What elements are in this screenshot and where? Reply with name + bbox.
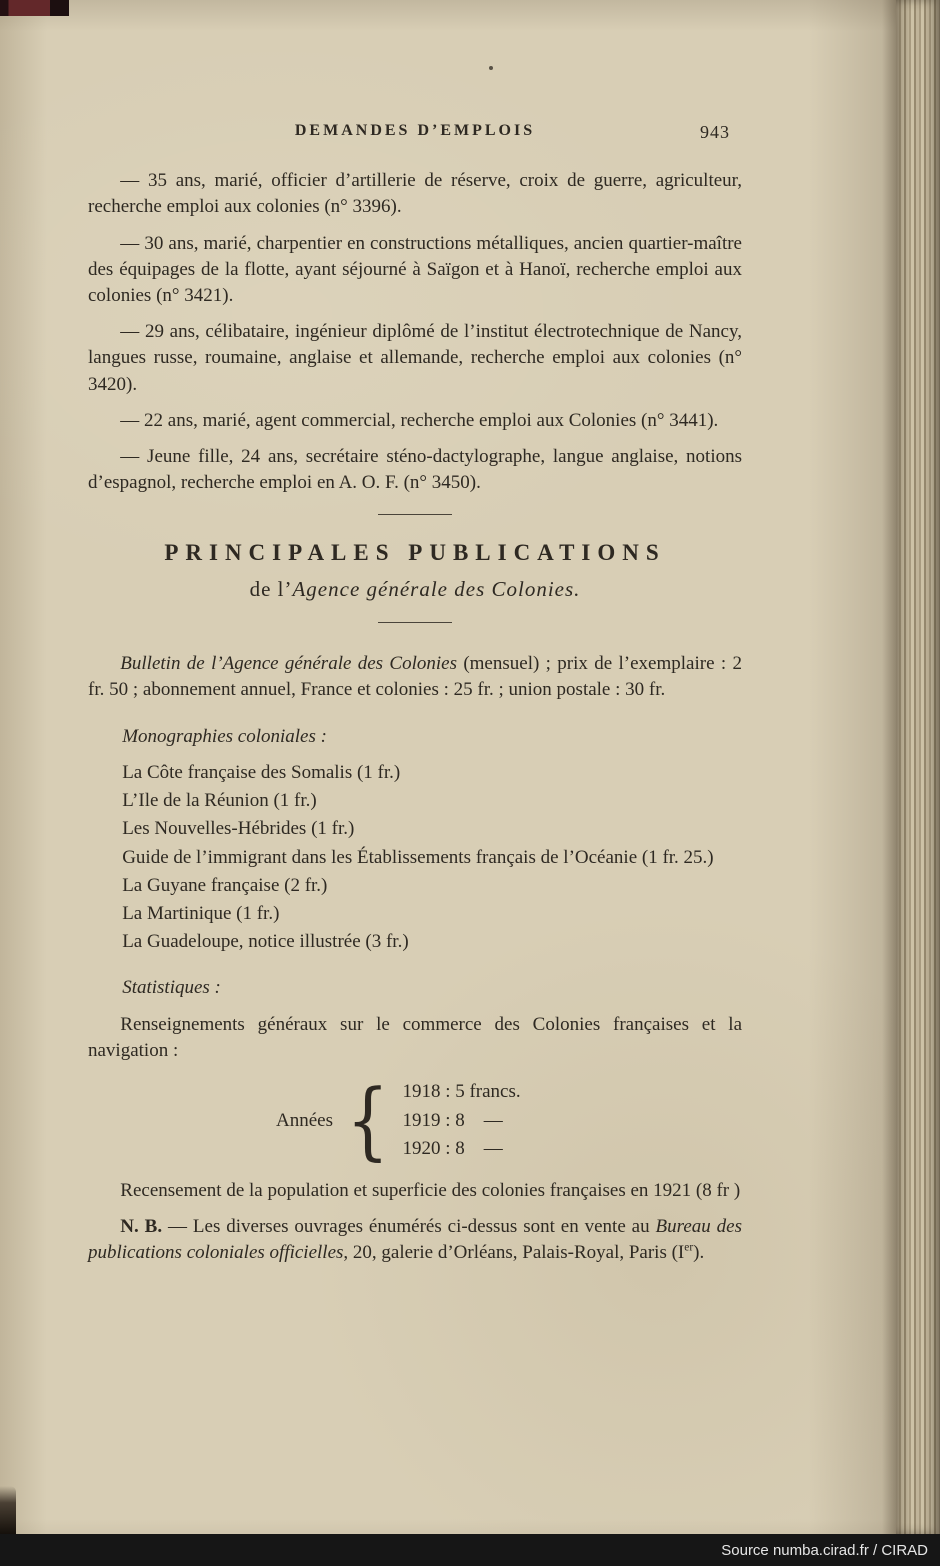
listing-paragraph: — 29 ans, célibataire, ingénieur diplômé de l’institut électrotechnique de Nancy, langues russe, roumaine, anglaise et allemande, recherche emploi aux colonies (n° 3420). [88,321,742,395]
page-content [88,0,742,1276]
annees-label: Années [276,1109,333,1131]
listing-paragraph: — 30 ans, marié, charpentier en constructions métalliques, ancien quartier-maître des équipages de la flotte, ayant séjourné à Saïgon et à Hanoï, recherche emploi aux colonies (n° 3421). [88,232,742,306]
recensement-paragraph: Recensement de la population et superficie des colonies françaises en 1921 (8 fr ) [120,1179,741,1201]
annees-block [276,1071,742,1170]
running-title: DEMANDES D’EMPLOIS [294,122,536,139]
publications-title: PRINCIPALES PUBLICATIONS [164,540,666,566]
source-text: Source numba.cirad.fr / CIRAD [721,1541,928,1559]
book-cover-corner [0,0,86,16]
monograph-item: Les Nouvelles-Hébrides (1 fr.) [122,818,355,840]
listing-paragraph: — 22 ans, marié, agent commercial, recherche emploi aux Colonies (n° 3441). [120,409,719,431]
renseignements-paragraph: Renseignements généraux sur le commerce des Colonies françaises et la navigation : [88,1013,742,1061]
book-cover-corner-bottom [0,1486,16,1534]
nb-paragraph: N. B. — Les diverses ouvrages énumérés ci-dessus sont en vente au Bureau des publications coloniales officielles, 20, galerie d’Orléans, Palais-Royal, Paris (Ier). [88,1215,742,1263]
annees-line: 1919 : 8 — [402,1109,503,1131]
page-number: 943 [700,122,730,142]
section-rule [378,514,452,515]
publications-subtitle: de l’Agence générale des Colonies. [249,577,581,602]
section-rule [378,622,452,623]
monograph-item: La Martinique (1 fr.) [122,902,280,924]
monograph-item: La Guadeloupe, notice illustrée (3 fr.) [122,931,409,953]
statistiques-heading: Statistiques : [122,977,221,999]
page-header [88,120,742,142]
monograph-item: Guide de l’immigrant dans les Établissements français de l’Océanie (1 fr. 25.) [122,846,714,868]
bulletin-paragraph: Bulletin de l’Agence générale des Colonies (mensuel) ; prix de l’exemplaire : 2 fr. 50 ; abonnement annuel, France et colonies : 25 fr. ; union postale : 30 fr. [88,653,742,701]
page-edge-shadow [882,0,896,1534]
monograph-item: La Guyane française (2 fr.) [122,874,328,896]
annees-lines [402,1078,520,1164]
monographies-heading: Monographies coloniales : [122,725,327,747]
listing-paragraph: — Jeune fille, 24 ans, secrétaire sténo-dactylographe, langue anglaise, notions d’espagnol, recherche emploi en A. O. F. (n° 3450). [88,446,742,494]
monograph-item: L’Ile de la Réunion (1 fr.) [122,790,317,812]
listing-paragraph: — 35 ans, marié, officier d’artillerie de réserve, croix de guerre, agriculteur, recherche emploi aux colonies (n° 3396). [88,170,742,218]
curly-brace-icon: { [346,1071,390,1170]
annees-line: 1920 : 8 — [402,1138,503,1160]
annees-line: 1918 : 5 francs. [402,1081,521,1103]
source-footer [0,1534,940,1566]
book-fore-edge [896,0,940,1534]
monograph-item: La Côte française des Somalis (1 fr.) [122,761,401,783]
